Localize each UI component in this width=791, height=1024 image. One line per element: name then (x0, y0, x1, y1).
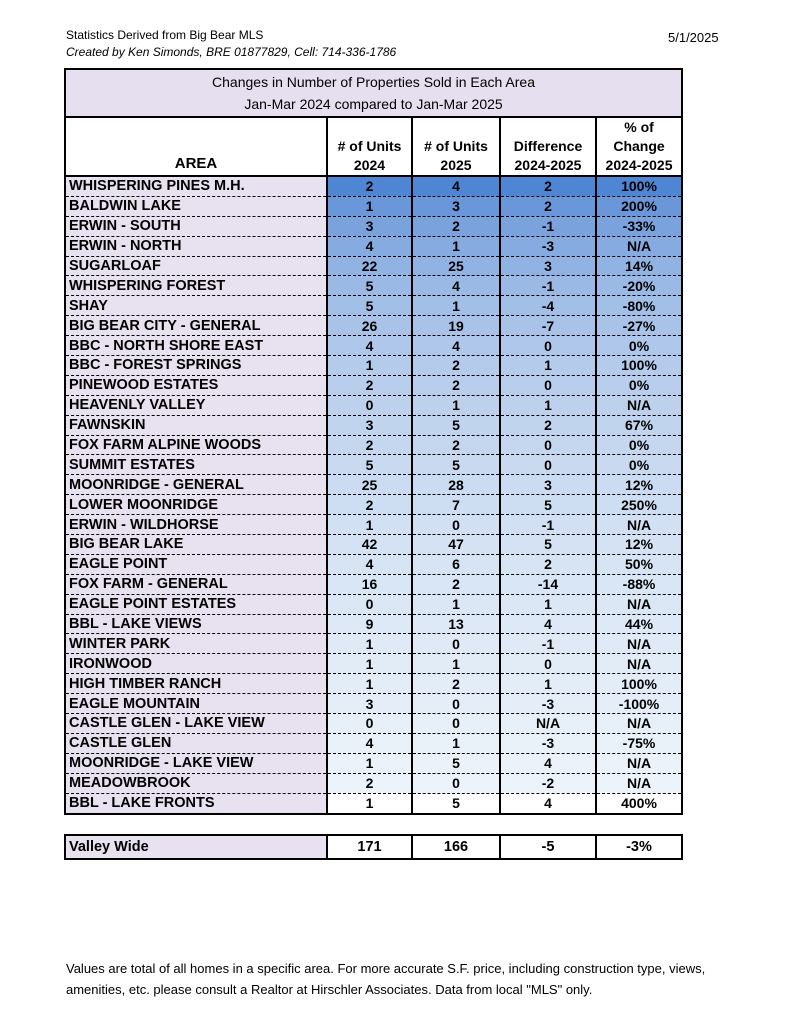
units-2025-cell: 1 (412, 654, 500, 674)
units-2025-cell: 7 (412, 495, 500, 515)
pct-change-cell: 250% (596, 495, 682, 515)
table-row (65, 515, 682, 535)
units-2025-cell: 47 (412, 535, 500, 555)
units-2024-cell: 3 (327, 694, 412, 714)
area-cell: HEAVENLY VALLEY (65, 395, 327, 415)
table-row (65, 176, 682, 196)
difference-cell: 2 (500, 196, 596, 216)
difference-cell: -3 (500, 236, 596, 256)
table-row (65, 694, 682, 714)
units-2025-cell: 3 (412, 196, 500, 216)
difference-cell: 5 (500, 495, 596, 515)
units-2025-cell: 1 (412, 296, 500, 316)
units-2024-cell: 3 (327, 415, 412, 435)
units-2024-cell: 16 (327, 574, 412, 594)
difference-cell: 0 (500, 336, 596, 356)
units-2025-cell: 2 (412, 216, 500, 236)
valley-wide-pct-change: -3% (596, 835, 682, 859)
units-2025-cell: 2 (412, 674, 500, 694)
units-2025-cell: 5 (412, 415, 500, 435)
area-cell: LOWER MOONRIDGE (65, 495, 327, 515)
table-row (65, 435, 682, 455)
units-2025-cell: 1 (412, 594, 500, 614)
units-2025-cell: 25 (412, 256, 500, 276)
area-cell: BBC - FOREST SPRINGS (65, 356, 327, 376)
area-cell: EAGLE POINT (65, 554, 327, 574)
difference-cell: 0 (500, 455, 596, 475)
table-row (65, 535, 682, 555)
area-cell: ERWIN - SOUTH (65, 216, 327, 236)
pct-change-cell: 0% (596, 455, 682, 475)
units-2025-cell: 5 (412, 793, 500, 813)
pct-change-cell: 200% (596, 196, 682, 216)
table-row (65, 316, 682, 336)
table-row (65, 216, 682, 236)
source-line: Statistics Derived from Big Bear MLS (66, 28, 264, 42)
units-2024-cell: 5 (327, 296, 412, 316)
col-header-difference: Difference 2024-2025 (500, 117, 596, 176)
table-row (65, 773, 682, 793)
pct-change-cell: N/A (596, 753, 682, 773)
area-cell: BALDWIN LAKE (65, 196, 327, 216)
units-2025-cell: 1 (412, 733, 500, 753)
units-2025-cell: 6 (412, 554, 500, 574)
units-2024-cell: 2 (327, 773, 412, 793)
table-title (65, 69, 682, 117)
table-row (65, 196, 682, 216)
units-2024-cell: 1 (327, 356, 412, 376)
units-2024-cell: 2 (327, 435, 412, 455)
difference-cell: 3 (500, 475, 596, 495)
table-row (65, 733, 682, 753)
pct-change-cell: 400% (596, 793, 682, 813)
area-cell: FOX FARM - GENERAL (65, 574, 327, 594)
col-header-area: AREA (65, 117, 327, 176)
difference-cell: -2 (500, 773, 596, 793)
pct-change-cell: N/A (596, 773, 682, 793)
difference-cell: 1 (500, 674, 596, 694)
area-cell: BBC - NORTH SHORE EAST (65, 336, 327, 356)
difference-cell: 3 (500, 256, 596, 276)
difference-cell: -3 (500, 733, 596, 753)
difference-cell: 0 (500, 375, 596, 395)
difference-cell: 4 (500, 793, 596, 813)
area-cell: MOONRIDGE - GENERAL (65, 475, 327, 495)
units-2024-cell: 1 (327, 196, 412, 216)
area-cell: BIG BEAR CITY - GENERAL (65, 316, 327, 336)
table-row (65, 495, 682, 515)
table-row (65, 674, 682, 694)
difference-cell: -3 (500, 694, 596, 714)
area-cell: EAGLE POINT ESTATES (65, 594, 327, 614)
table-row (65, 455, 682, 475)
table-row (65, 236, 682, 256)
table-row (65, 336, 682, 356)
area-cell: WHISPERING FOREST (65, 276, 327, 296)
pct-change-cell: -20% (596, 276, 682, 296)
area-cell: MEADOWBROOK (65, 773, 327, 793)
disclaimer-footer: Values are total of all homes in a specific area. For more accurate S.F. price, including construction type, views, amenities, etc. please consult a Realtor at Hirschler Associates. Data from local "MLS" only. (66, 961, 706, 997)
pct-change-cell: 12% (596, 475, 682, 495)
units-2025-cell: 0 (412, 515, 500, 535)
units-2024-cell: 2 (327, 375, 412, 395)
units-2025-cell: 0 (412, 714, 500, 734)
col-header-pct-change: % of Change 2024-2025 (596, 117, 682, 176)
pct-change-cell: 100% (596, 356, 682, 376)
difference-cell: -1 (500, 515, 596, 535)
units-2024-cell: 4 (327, 336, 412, 356)
units-2025-cell: 28 (412, 475, 500, 495)
table-row (65, 276, 682, 296)
units-2025-cell: 2 (412, 356, 500, 376)
table-row (65, 654, 682, 674)
table-row (65, 634, 682, 654)
table-row (65, 375, 682, 395)
area-cell: BIG BEAR LAKE (65, 535, 327, 555)
pct-change-cell: N/A (596, 236, 682, 256)
pct-change-cell: N/A (596, 594, 682, 614)
pct-change-cell: 0% (596, 435, 682, 455)
area-cell: MOONRIDGE - LAKE VIEW (65, 753, 327, 773)
units-2025-cell: 0 (412, 773, 500, 793)
table-row (65, 415, 682, 435)
table-row (65, 296, 682, 316)
pct-change-cell: -75% (596, 733, 682, 753)
pct-change-cell: -80% (596, 296, 682, 316)
area-cell: ERWIN - NORTH (65, 236, 327, 256)
table-row (65, 554, 682, 574)
units-2024-cell: 0 (327, 594, 412, 614)
units-2024-cell: 3 (327, 216, 412, 236)
pct-change-cell: N/A (596, 634, 682, 654)
units-2024-cell: 26 (327, 316, 412, 336)
units-2025-cell: 2 (412, 375, 500, 395)
difference-cell: 1 (500, 594, 596, 614)
difference-cell: 0 (500, 435, 596, 455)
area-cell: EAGLE MOUNTAIN (65, 694, 327, 714)
units-2024-cell: 4 (327, 733, 412, 753)
column-header-row (65, 117, 682, 176)
pct-change-cell: -33% (596, 216, 682, 236)
sales-change-table (64, 68, 683, 815)
area-cell: SHAY (65, 296, 327, 316)
pct-change-cell: -88% (596, 574, 682, 594)
units-2024-cell: 2 (327, 495, 412, 515)
difference-cell: -14 (500, 574, 596, 594)
units-2024-cell: 25 (327, 475, 412, 495)
units-2024-cell: 9 (327, 614, 412, 634)
table-title-line1: Changes in Number of Properties Sold in Each Area (212, 74, 535, 90)
area-cell: CASTLE GLEN (65, 733, 327, 753)
units-2024-cell: 1 (327, 674, 412, 694)
units-2024-cell: 1 (327, 753, 412, 773)
area-cell: ERWIN - WILDHORSE (65, 515, 327, 535)
units-2025-cell: 0 (412, 694, 500, 714)
units-2024-cell: 22 (327, 256, 412, 276)
units-2024-cell: 0 (327, 714, 412, 734)
table-row (65, 356, 682, 376)
col-header-units-2025: # of Units 2025 (412, 117, 500, 176)
units-2025-cell: 1 (412, 236, 500, 256)
pct-change-cell: 0% (596, 375, 682, 395)
pct-change-cell: 100% (596, 176, 682, 196)
units-2025-cell: 1 (412, 395, 500, 415)
area-cell: WINTER PARK (65, 634, 327, 654)
units-2025-cell: 4 (412, 176, 500, 196)
report-source (66, 27, 396, 61)
difference-cell: 0 (500, 654, 596, 674)
table-row (65, 753, 682, 773)
pct-change-cell: -27% (596, 316, 682, 336)
units-2024-cell: 2 (327, 176, 412, 196)
table-title-line2: Jan-Mar 2024 compared to Jan-Mar 2025 (244, 96, 503, 112)
table-row (65, 475, 682, 495)
difference-cell: 5 (500, 535, 596, 555)
valley-wide-row (65, 835, 682, 859)
table-row (65, 594, 682, 614)
units-2024-cell: 1 (327, 793, 412, 813)
difference-cell: N/A (500, 714, 596, 734)
difference-cell: 4 (500, 753, 596, 773)
units-2025-cell: 2 (412, 435, 500, 455)
units-2024-cell: 42 (327, 535, 412, 555)
units-2024-cell: 5 (327, 276, 412, 296)
valley-wide-units-2025: 166 (412, 835, 500, 859)
units-2025-cell: 19 (412, 316, 500, 336)
valley-wide-difference: -5 (500, 835, 596, 859)
area-cell: FOX FARM ALPINE WOODS (65, 435, 327, 455)
table-body (65, 176, 682, 814)
units-2025-cell: 4 (412, 336, 500, 356)
table-row (65, 256, 682, 276)
valley-wide-units-2024: 171 (327, 835, 412, 859)
pct-change-cell: 44% (596, 614, 682, 634)
pct-change-cell: N/A (596, 395, 682, 415)
difference-cell: 4 (500, 614, 596, 634)
units-2024-cell: 1 (327, 654, 412, 674)
pct-change-cell: 12% (596, 535, 682, 555)
difference-cell: -1 (500, 276, 596, 296)
author-line: Created by Ken Simonds, BRE 01877829, Cell: 714-336-1786 (66, 45, 397, 59)
table-row (65, 793, 682, 813)
difference-cell: 2 (500, 554, 596, 574)
pct-change-cell: N/A (596, 515, 682, 535)
difference-cell: -7 (500, 316, 596, 336)
area-cell: BBL - LAKE VIEWS (65, 614, 327, 634)
pct-change-cell: N/A (596, 654, 682, 674)
area-cell: WHISPERING PINES M.H. (65, 176, 327, 196)
area-cell: HIGH TIMBER RANCH (65, 674, 327, 694)
units-2025-cell: 5 (412, 753, 500, 773)
area-cell: FAWNSKIN (65, 415, 327, 435)
pct-change-cell: 14% (596, 256, 682, 276)
area-cell: SUGARLOAF (65, 256, 327, 276)
valley-wide-label: Valley Wide (65, 835, 327, 859)
col-header-units-2024: # of Units 2024 (327, 117, 412, 176)
units-2024-cell: 5 (327, 455, 412, 475)
units-2025-cell: 4 (412, 276, 500, 296)
table-row (65, 395, 682, 415)
difference-cell: 2 (500, 176, 596, 196)
pct-change-cell: -100% (596, 694, 682, 714)
units-2024-cell: 1 (327, 634, 412, 654)
pct-change-cell: 67% (596, 415, 682, 435)
pct-change-cell: N/A (596, 714, 682, 734)
units-2024-cell: 4 (327, 554, 412, 574)
difference-cell: 2 (500, 415, 596, 435)
area-cell: SUMMIT ESTATES (65, 455, 327, 475)
difference-cell: -1 (500, 634, 596, 654)
area-cell: BBL - LAKE FRONTS (65, 793, 327, 813)
area-cell: CASTLE GLEN - LAKE VIEW (65, 714, 327, 734)
difference-cell: -4 (500, 296, 596, 316)
units-2025-cell: 13 (412, 614, 500, 634)
table-row (65, 714, 682, 734)
difference-cell: -1 (500, 216, 596, 236)
area-cell: IRONWOOD (65, 654, 327, 674)
pct-change-cell: 0% (596, 336, 682, 356)
pct-change-cell: 100% (596, 674, 682, 694)
report-date: 5/1/2025 (668, 30, 719, 45)
units-2025-cell: 2 (412, 574, 500, 594)
units-2024-cell: 4 (327, 236, 412, 256)
valley-wide-table (64, 834, 683, 860)
table-row (65, 614, 682, 634)
pct-change-cell: 50% (596, 554, 682, 574)
units-2024-cell: 1 (327, 515, 412, 535)
area-cell: PINEWOOD ESTATES (65, 375, 327, 395)
difference-cell: 1 (500, 395, 596, 415)
units-2024-cell: 0 (327, 395, 412, 415)
table-row (65, 574, 682, 594)
units-2025-cell: 0 (412, 634, 500, 654)
difference-cell: 1 (500, 356, 596, 376)
units-2025-cell: 5 (412, 455, 500, 475)
